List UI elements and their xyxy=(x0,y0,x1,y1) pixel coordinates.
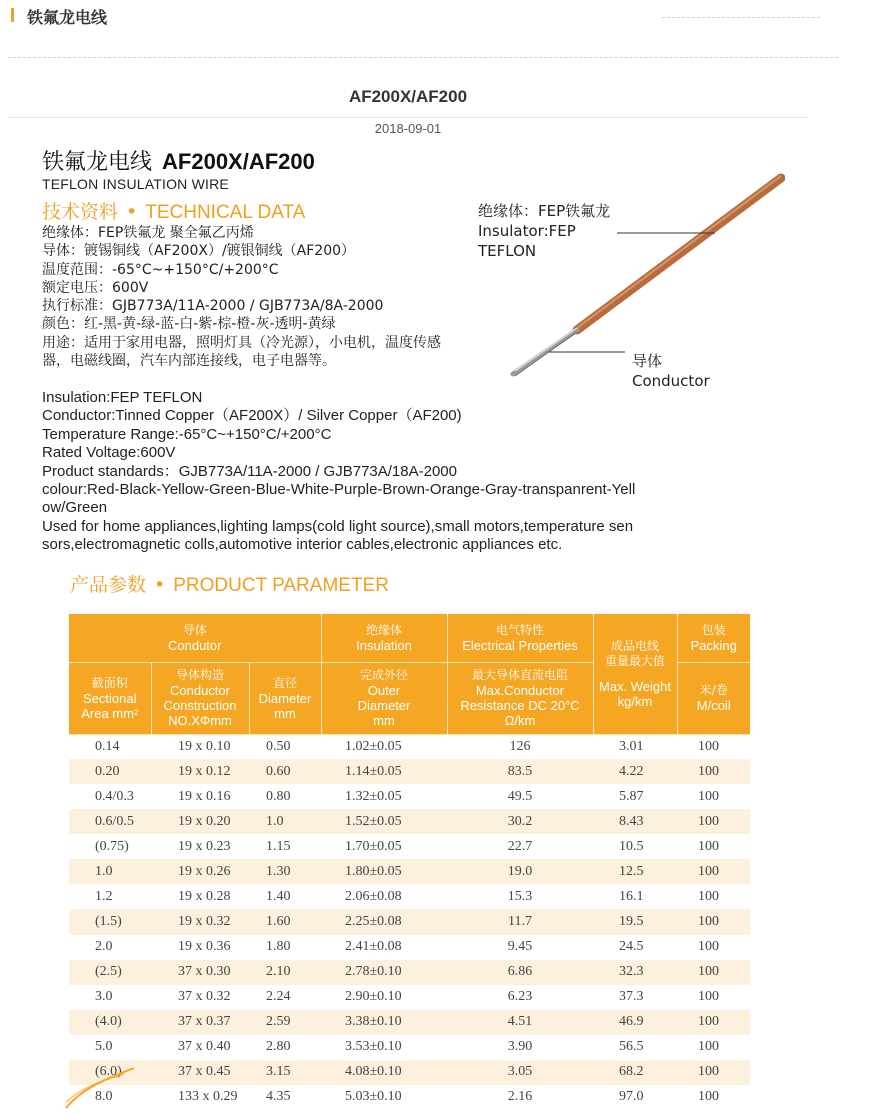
table-cell: 100 xyxy=(677,960,750,985)
table-cell: 3.01 xyxy=(593,734,677,759)
header-construction: 导体构造 Conductor Construction NO.XΦmm xyxy=(151,662,249,734)
table-cell: 0.20 xyxy=(69,759,151,784)
table-cell: 2.16 xyxy=(447,1085,593,1110)
table-cell: 5.87 xyxy=(593,784,677,809)
insulator-label-cn: 绝缘体：FEP铁氟龙 xyxy=(478,202,611,220)
table-cell: 100 xyxy=(677,784,750,809)
table-row xyxy=(69,809,750,834)
spec-en-line: Product standards：GJB773A/11A-2000 / GJB773A/18A-2000 xyxy=(42,462,457,480)
spec-en-line: sors,electromagnetic colls,automotive interior cables,electronic appliances etc. xyxy=(42,536,563,554)
table-cell: 1.60 xyxy=(249,909,321,934)
conductor-label-en: Conductor xyxy=(632,372,710,390)
table-cell: (0.75) xyxy=(69,834,151,859)
table-cell: 100 xyxy=(677,1085,750,1110)
table-cell: 1.80±0.05 xyxy=(321,859,447,884)
table-cell: 1.2 xyxy=(69,884,151,909)
table-cell: 2.24 xyxy=(249,985,321,1010)
spec-en-line: Conductor:Tinned Copper（AF200X）/ Silver Copper（AF200) xyxy=(42,407,462,425)
table-cell: 2.41±0.08 xyxy=(321,935,447,960)
table-row xyxy=(69,784,750,809)
table-cell: 37.3 xyxy=(593,985,677,1010)
parameter-table xyxy=(69,614,750,1110)
table-cell: 100 xyxy=(677,809,750,834)
table-cell: 16.1 xyxy=(593,884,677,909)
table-cell: 100 xyxy=(677,909,750,934)
product-parameter-heading xyxy=(70,570,389,597)
header-divider xyxy=(8,57,838,58)
heading-dot: • xyxy=(126,201,138,223)
article-date: 2018-09-01 xyxy=(374,121,442,136)
header-divider-short xyxy=(662,17,820,18)
table-cell: 19.5 xyxy=(593,909,677,934)
table-cell: 0.80 xyxy=(249,784,321,809)
insulator-label-en: Insulator:FEP xyxy=(478,222,576,240)
table-cell: 100 xyxy=(677,859,750,884)
table-body xyxy=(69,734,750,1110)
table-cell: 83.5 xyxy=(447,759,593,784)
header-insulation: 绝缘体 Insulation xyxy=(321,614,447,662)
table-cell: 32.3 xyxy=(593,960,677,985)
table-group-header xyxy=(69,614,750,662)
spec-cn-line: 额定电压：600V xyxy=(42,279,149,296)
table-cell: 22.7 xyxy=(447,834,593,859)
product-parameter-en: PRODUCT PARAMETER xyxy=(173,575,389,596)
spec-en-line: Temperature Range:-65°C~+150°C/+200°C xyxy=(42,425,332,443)
table-cell: 37 x 0.32 xyxy=(151,985,249,1010)
decorative-swoosh-icon xyxy=(64,1066,154,1111)
table-row xyxy=(69,859,750,884)
article-title-divider xyxy=(8,117,808,118)
table-cell: 100 xyxy=(677,1035,750,1060)
table-cell: 2.25±0.08 xyxy=(321,909,447,934)
table-cell: (4.0) xyxy=(69,1010,151,1035)
spec-cn-line: 绝缘体：FEP铁氟龙 聚全氟乙丙烯 xyxy=(42,225,254,241)
product-subtitle: TEFLON INSULATION WIRE xyxy=(42,176,229,192)
table-cell: 2.59 xyxy=(249,1010,321,1035)
table-cell: 19.0 xyxy=(447,859,593,884)
spec-cn-line: 器，电磁线圈，汽车内部连接线，电子电器等。 xyxy=(42,353,336,370)
table-cell: 100 xyxy=(677,884,750,909)
table-cell: 2.06±0.08 xyxy=(321,884,447,909)
spec-cn-line: 颜色：红-黑-黄-绿-蓝-白-紫-棕-橙-灰-透明-黄绿 xyxy=(42,316,336,333)
spec-cn-line: 温度范围：-65°C~+150°C/+200°C xyxy=(42,261,279,278)
table-cell: 0.4/0.3 xyxy=(69,784,151,809)
table-cell: 5.0 xyxy=(69,1035,151,1060)
table-cell: 100 xyxy=(677,985,750,1010)
table-cell: 30.2 xyxy=(447,809,593,834)
table-cell: 56.5 xyxy=(593,1035,677,1060)
spec-en-line: ow/Green xyxy=(42,499,108,517)
table-row xyxy=(69,909,750,934)
product-title xyxy=(42,145,315,176)
table-cell: 2.80 xyxy=(249,1035,321,1060)
table-cell: 46.9 xyxy=(593,1010,677,1035)
article-title: AF200X/AF200 xyxy=(348,87,468,106)
table-cell: 19 x 0.36 xyxy=(151,935,249,960)
table-cell: 4.35 xyxy=(249,1085,321,1110)
product-model: AF200X/AF200 xyxy=(162,149,315,174)
table-cell: 100 xyxy=(677,734,750,759)
header-resistance: 最大导体直流电阻 Max.Conductor Resistance DC 20°C Ω/km xyxy=(447,662,593,734)
insulator-label xyxy=(478,201,610,261)
table-cell: 100 xyxy=(677,834,750,859)
table-cell: 97.0 xyxy=(593,1085,677,1110)
table-cell: 19 x 0.16 xyxy=(151,784,249,809)
table-cell: 2.10 xyxy=(249,960,321,985)
spec-cn-line: 导体：镀锡铜线（AF200X）/镀银铜线（AF200） xyxy=(42,243,356,260)
table-cell: 1.70±0.05 xyxy=(321,834,447,859)
table-cell: 1.0 xyxy=(249,809,321,834)
table-cell: 37 x 0.37 xyxy=(151,1010,249,1035)
table-cell: 49.5 xyxy=(447,784,593,809)
table-cell: 1.52±0.05 xyxy=(321,809,447,834)
table-cell: (1.5) xyxy=(69,909,151,934)
table-cell: 19 x 0.26 xyxy=(151,859,249,884)
table-cell: 11.7 xyxy=(447,909,593,934)
table-cell: 24.5 xyxy=(593,935,677,960)
spec-en-line: Rated Voltage:600V xyxy=(42,444,176,462)
table-cell: 5.03±0.10 xyxy=(321,1085,447,1110)
spec-cn-line: 用途：适用于家用电器，照明灯具（冷光源），小电机，温度传感 xyxy=(42,334,441,351)
header-electrical: 电气特性 Electrical Properties xyxy=(447,614,593,662)
table-row xyxy=(69,734,750,759)
table-cell: 1.0 xyxy=(69,859,151,884)
table-cell: 37 x 0.40 xyxy=(151,1035,249,1060)
table-cell: 6.23 xyxy=(447,985,593,1010)
insulator-label-en2: TEFLON xyxy=(478,242,537,260)
header-packing-unit: 米/卷 M/coil xyxy=(677,662,750,734)
table-cell: 4.51 xyxy=(447,1010,593,1035)
conductor-label-cn: 导体 xyxy=(632,352,663,370)
table-cell: 100 xyxy=(677,759,750,784)
header-packing: 包装 Packing xyxy=(677,614,750,662)
table-row xyxy=(69,1085,750,1110)
table-cell: 3.15 xyxy=(249,1060,321,1085)
spec-en-line: Used for home appliances,lighting lamps(cold light source),small motors,temperature sen xyxy=(42,517,634,535)
table-cell: 0.14 xyxy=(69,734,151,759)
table-row xyxy=(69,985,750,1010)
table-cell: 1.30 xyxy=(249,859,321,884)
table-cell: 0.50 xyxy=(249,734,321,759)
table-cell: 100 xyxy=(677,1060,750,1085)
table-cell: 1.80 xyxy=(249,935,321,960)
table-cell: 37 x 0.45 xyxy=(151,1060,249,1085)
table-cell: 100 xyxy=(677,935,750,960)
table-cell: 10.5 xyxy=(593,834,677,859)
table-row xyxy=(69,935,750,960)
table-row xyxy=(69,834,750,859)
table-cell: 19 x 0.23 xyxy=(151,834,249,859)
heading-dot: • xyxy=(154,574,166,596)
product-title-cn: 铁氟龙电线 xyxy=(42,150,153,175)
table-cell: 12.5 xyxy=(593,859,677,884)
conductor-label xyxy=(632,351,710,391)
table-row xyxy=(69,884,750,909)
table-cell: 2.0 xyxy=(69,935,151,960)
table-row xyxy=(69,759,750,784)
table-cell: (2.5) xyxy=(69,960,151,985)
table-cell: 126 xyxy=(447,734,593,759)
table-cell: 1.40 xyxy=(249,884,321,909)
table-row xyxy=(69,1035,750,1060)
table-cell: 68.2 xyxy=(593,1060,677,1085)
table-cell: 2.90±0.10 xyxy=(321,985,447,1010)
table-cell: 2.78±0.10 xyxy=(321,960,447,985)
product-parameter-cn: 产品参数 xyxy=(70,574,147,596)
spec-en-block xyxy=(42,389,712,555)
header-sectional-area: 截面积 Sectional Area mm² xyxy=(69,662,151,734)
spec-cn-line: 执行标准：GJB773A/11A-2000 / GJB773A/8A-2000 xyxy=(42,298,384,315)
header-diameter: 直径 Diameter mm xyxy=(249,662,321,734)
table-cell: 1.02±0.05 xyxy=(321,734,447,759)
table-cell: 19 x 0.28 xyxy=(151,884,249,909)
table-cell: 19 x 0.20 xyxy=(151,809,249,834)
header-conductor: 导体 Condutor xyxy=(69,614,321,662)
table-row xyxy=(69,960,750,985)
section-accent-bar xyxy=(11,8,14,22)
table-cell: (6.0) xyxy=(69,1060,151,1085)
table-cell: 19 x 0.10 xyxy=(151,734,249,759)
table-row xyxy=(69,1060,750,1085)
technical-data-en: TECHNICAL DATA xyxy=(145,202,306,223)
table-cell: 4.22 xyxy=(593,759,677,784)
table-cell: 0.60 xyxy=(249,759,321,784)
spec-en-line: Insulation:FEP TEFLON xyxy=(42,389,203,406)
table-cell: 1.15 xyxy=(249,834,321,859)
table-row xyxy=(69,1010,750,1035)
table-cell: 3.53±0.10 xyxy=(321,1035,447,1060)
table-cell: 6.86 xyxy=(447,960,593,985)
table-cell: 37 x 0.30 xyxy=(151,960,249,985)
spec-en-line: colour:Red-Black-Yellow-Green-Blue-White-Purple-Brown-Orange-Gray-transpanrent-Yell xyxy=(42,481,636,499)
table-cell: 3.0 xyxy=(69,985,151,1010)
technical-data-cn: 技术资料 xyxy=(42,201,119,223)
header-outer-diameter: 完成外径 Outer Diameter mm xyxy=(321,662,447,734)
table-cell: 1.14±0.05 xyxy=(321,759,447,784)
table-cell: 100 xyxy=(677,1010,750,1035)
table-cell: 9.45 xyxy=(447,935,593,960)
table-cell: 8.43 xyxy=(593,809,677,834)
table-cell: 8.0 xyxy=(69,1085,151,1110)
table-cell: 3.90 xyxy=(447,1035,593,1060)
section-title: 铁氟龙电线 xyxy=(27,8,108,27)
table-cell: 19 x 0.12 xyxy=(151,759,249,784)
spec-cn-block xyxy=(42,224,502,370)
technical-data-heading xyxy=(42,197,305,224)
table-cell: 3.38±0.10 xyxy=(321,1010,447,1035)
table-cell: 133 x 0.29 xyxy=(151,1085,249,1110)
table-cell: 3.05 xyxy=(447,1060,593,1085)
table-cell: 19 x 0.32 xyxy=(151,909,249,934)
table-cell: 15.3 xyxy=(447,884,593,909)
table-cell: 4.08±0.10 xyxy=(321,1060,447,1085)
table-cell: 0.6/0.5 xyxy=(69,809,151,834)
header-weight: 成品电线 重量最大值 Max. Weight kg/km xyxy=(593,614,677,734)
table-cell: 1.32±0.05 xyxy=(321,784,447,809)
